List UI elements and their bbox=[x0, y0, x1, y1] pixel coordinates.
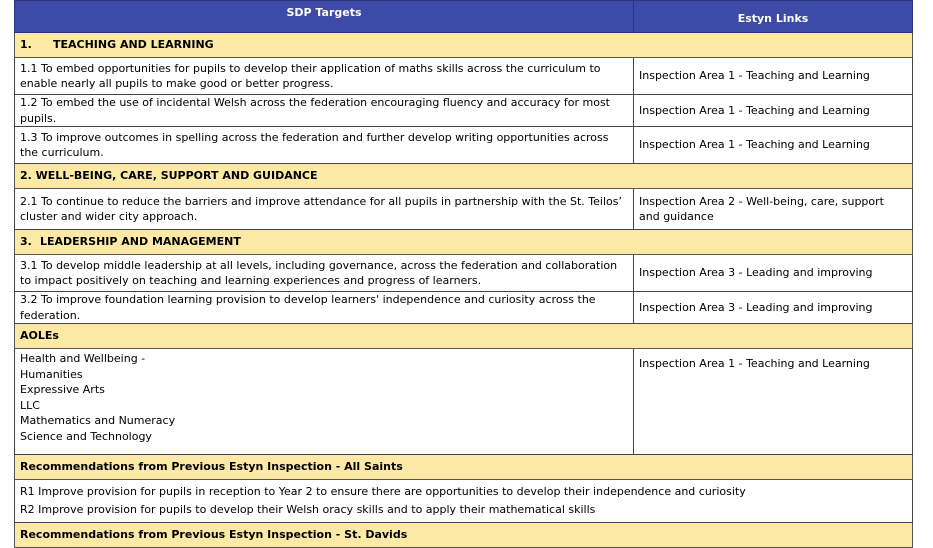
header-row bbox=[15, 1, 913, 33]
section-aoles bbox=[15, 324, 913, 349]
section-title: AOLEs bbox=[15, 324, 913, 349]
sdp-targets-table bbox=[14, 0, 913, 548]
estyn-link-cell: Inspection Area 3 - Leading and improving bbox=[634, 255, 913, 292]
section-title: Recommendations from Previous Estyn Inspection - St. Davids bbox=[15, 523, 913, 548]
section-number: 3. bbox=[20, 235, 32, 249]
table-row bbox=[15, 95, 913, 127]
estyn-link-cell: Inspection Area 2 - Well-being, care, support and guidance bbox=[634, 189, 913, 230]
table-row bbox=[15, 292, 913, 324]
table-row bbox=[15, 127, 913, 164]
target-cell: 3.2 To improve foundation learning provision to develop learners' independence and curiosity across the federation. bbox=[15, 292, 634, 324]
section-number: 1. bbox=[20, 38, 32, 52]
estyn-link-cell: Inspection Area 1 - Teaching and Learning bbox=[634, 95, 913, 127]
aoles-list-cell: Health and Wellbeing - Humanities Expressive Arts LLC Mathematics and Numeracy Science and Technology bbox=[15, 349, 634, 455]
section-title: TEACHING AND LEARNING bbox=[53, 38, 214, 52]
section-recommendations-all-saints bbox=[15, 455, 913, 480]
target-cell: 2.1 To continue to reduce the barriers and improve attendance for all pupils in partnership with the St. Teilos’ cluster and wider city approach. bbox=[15, 189, 634, 230]
target-cell: 3.1 To develop middle leadership at all levels, including governance, across the federation and collaboration to impact positively on teaching and learning experiences and progress of learners. bbox=[15, 255, 634, 292]
recommendations-cell: R1 Improve provision for pupils in reception to Year 2 to ensure there are opportunities to develop their independence and curiosity R2 Improve provision for pupils to develop their Welsh oracy skills and to apply their mathematical skills bbox=[15, 480, 913, 523]
target-cell: 1.1 To embed opportunities for pupils to develop their application of maths skills across the curriculum to enable nearly all pupils to make good or better progress. bbox=[15, 58, 634, 95]
target-cell: 1.3 To improve outcomes in spelling across the federation and further develop writing opportunities across the curriculum. bbox=[15, 127, 634, 164]
sdp-targets-header: SDP Targets bbox=[15, 1, 634, 33]
section-title: LEADERSHIP AND MANAGEMENT bbox=[40, 235, 241, 249]
table-row bbox=[15, 349, 913, 455]
target-cell: 1.2 To embed the use of incidental Welsh across the federation encouraging fluency and accuracy for most pupils. bbox=[15, 95, 634, 127]
section-leadership bbox=[15, 230, 913, 255]
table-row bbox=[15, 189, 913, 230]
section-wellbeing bbox=[15, 164, 913, 189]
table-row bbox=[15, 58, 913, 95]
section-title: Recommendations from Previous Estyn Inspection - All Saints bbox=[15, 455, 913, 480]
estyn-links-header: Estyn Links bbox=[634, 1, 913, 33]
section-teaching-learning bbox=[15, 33, 913, 58]
estyn-link-cell: Inspection Area 1 - Teaching and Learning bbox=[634, 58, 913, 95]
estyn-link-cell: Inspection Area 3 - Leading and improving bbox=[634, 292, 913, 324]
table-row bbox=[15, 480, 913, 523]
estyn-link-cell: Inspection Area 1 - Teaching and Learning bbox=[634, 349, 913, 455]
section-recommendations-st-davids bbox=[15, 523, 913, 548]
estyn-link-cell: Inspection Area 1 - Teaching and Learning bbox=[634, 127, 913, 164]
table-row bbox=[15, 255, 913, 292]
section-title: 2. WELL-BEING, CARE, SUPPORT AND GUIDANCE bbox=[15, 164, 913, 189]
